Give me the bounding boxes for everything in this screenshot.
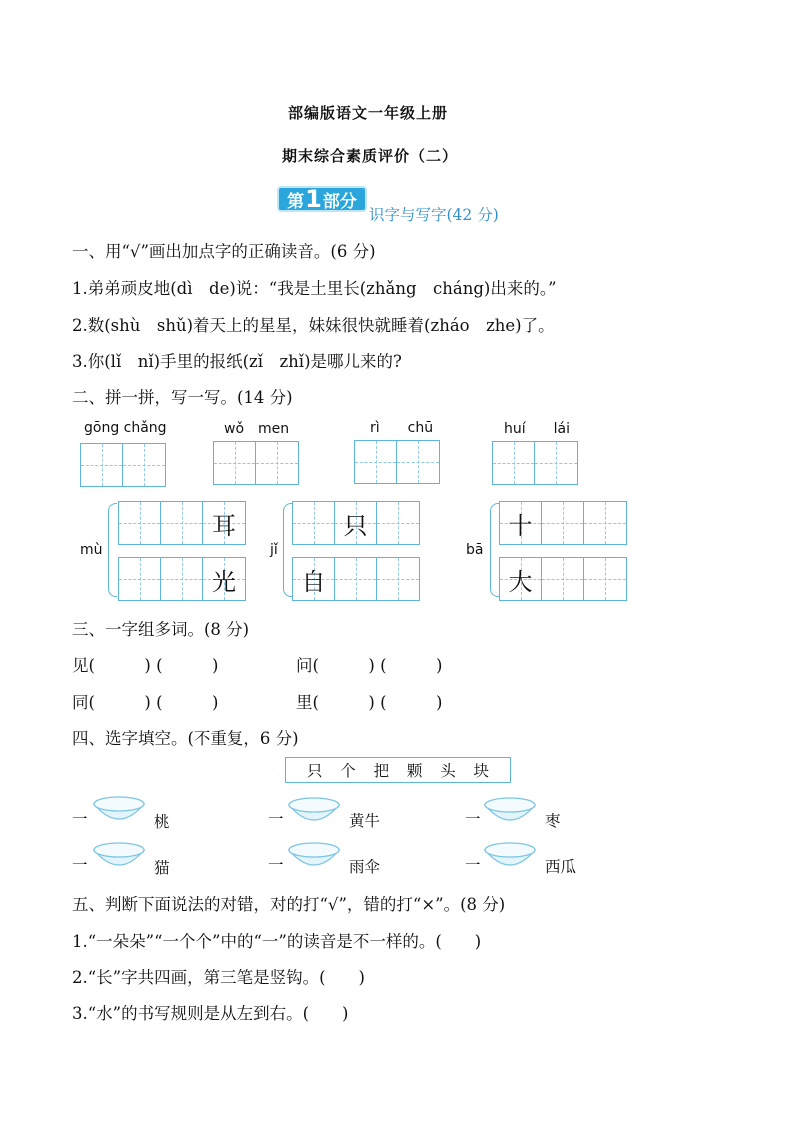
word-grid-mu-top[interactable]: 耳 bbox=[118, 501, 246, 545]
measure-prefix: 一 bbox=[72, 856, 88, 874]
q1-item-3: 3.你(lǐ nǐ)手里的报纸(zǐ zhǐ)是哪儿来的? bbox=[72, 352, 402, 371]
q3-row2-right[interactable]: 里( ) ( ) bbox=[296, 693, 443, 712]
group-label-ba: bā bbox=[466, 542, 484, 558]
word-grid-ji-bottom[interactable]: 自 bbox=[292, 557, 420, 601]
q3-row1-left[interactable]: 见( ) ( ) bbox=[72, 656, 219, 675]
writing-grid-3[interactable] bbox=[354, 440, 440, 484]
brace-ji bbox=[283, 503, 292, 597]
answer-bowl-icon[interactable] bbox=[483, 795, 537, 825]
document-subtitle: 期末综合素质评价（二） bbox=[282, 147, 459, 165]
noun-peach: 桃 bbox=[154, 813, 170, 831]
pinyin-4: huí lái bbox=[504, 421, 570, 437]
q1-item-2: 2.数(shù shǔ)着天上的星星，妹妹很快就睡着(zháo zhe)了。 bbox=[72, 316, 555, 335]
writing-grid-4[interactable] bbox=[492, 441, 578, 485]
section-title: 识字与写字(42 分) bbox=[369, 206, 499, 224]
q5-heading: 五、判断下面说法的对错，对的打“√”，错的打“×”。(8 分) bbox=[72, 895, 506, 914]
word-grid-mu-bottom[interactable]: 光 bbox=[118, 557, 246, 601]
brace-ba bbox=[490, 503, 499, 597]
group-label-mu: mù bbox=[80, 542, 103, 558]
answer-bowl-icon[interactable] bbox=[287, 795, 341, 825]
answer-bowl-icon[interactable] bbox=[92, 840, 146, 870]
q3-heading: 三、一字组多词。(8 分) bbox=[72, 620, 250, 639]
measure-prefix: 一 bbox=[268, 810, 284, 828]
q2-heading: 二、拼一拼，写一写。(14 分) bbox=[72, 388, 293, 407]
noun-ox: 黄牛 bbox=[349, 812, 381, 830]
pinyin-3: rì chū bbox=[370, 420, 434, 436]
word-grid-ba-bottom[interactable]: 大 bbox=[499, 557, 627, 601]
answer-bowl-icon[interactable] bbox=[92, 794, 146, 824]
section-badge: 第 1 部分 bbox=[277, 186, 367, 212]
q5-item-2[interactable]: 2.“长”字共四画，第三笔是竖钩。( ) bbox=[72, 968, 365, 987]
q4-heading: 四、选字填空。(不重复，6 分) bbox=[72, 729, 299, 748]
q1-item-1: 1.弟弟顽皮地(dì de)说：“我是土里长(zhǎng cháng)出来的。” bbox=[72, 279, 557, 298]
document-title: 部编版语文一年级上册 bbox=[288, 104, 449, 122]
measure-prefix: 一 bbox=[465, 856, 481, 874]
brace-mu bbox=[108, 503, 117, 597]
noun-umbrella: 雨伞 bbox=[349, 858, 381, 876]
q3-row1-right[interactable]: 问( ) ( ) bbox=[296, 656, 443, 675]
writing-grid-1[interactable] bbox=[80, 443, 166, 487]
answer-bowl-icon[interactable] bbox=[483, 840, 537, 870]
word-grid-ba-top[interactable]: 十 bbox=[499, 501, 627, 545]
pinyin-1: gōng chǎng bbox=[84, 420, 167, 436]
noun-date: 枣 bbox=[545, 812, 561, 830]
noun-watermelon: 西瓜 bbox=[545, 858, 577, 876]
q1-heading: 一、用“√”画出加点字的正确读音。(6 分) bbox=[72, 242, 376, 261]
answer-bowl-icon[interactable] bbox=[287, 840, 341, 870]
word-grid-ji-top[interactable]: 只 bbox=[292, 501, 420, 545]
group-label-ji: jǐ bbox=[270, 542, 278, 558]
noun-cat: 猫 bbox=[154, 859, 170, 877]
measure-prefix: 一 bbox=[72, 810, 88, 828]
q3-row2-left[interactable]: 同( ) ( ) bbox=[72, 693, 219, 712]
measure-prefix: 一 bbox=[465, 810, 481, 828]
q5-item-1[interactable]: 1.“一朵朵”“一个个”中的“一”的读音是不一样的。( ) bbox=[72, 932, 482, 951]
word-choice-box: 只 个 把 颗 头 块 bbox=[285, 757, 511, 783]
q5-item-3[interactable]: 3.“水”的书写规则是从左到右。( ) bbox=[72, 1004, 349, 1023]
measure-prefix: 一 bbox=[268, 856, 284, 874]
pinyin-2: wǒ men bbox=[224, 421, 290, 437]
writing-grid-2[interactable] bbox=[213, 441, 299, 485]
